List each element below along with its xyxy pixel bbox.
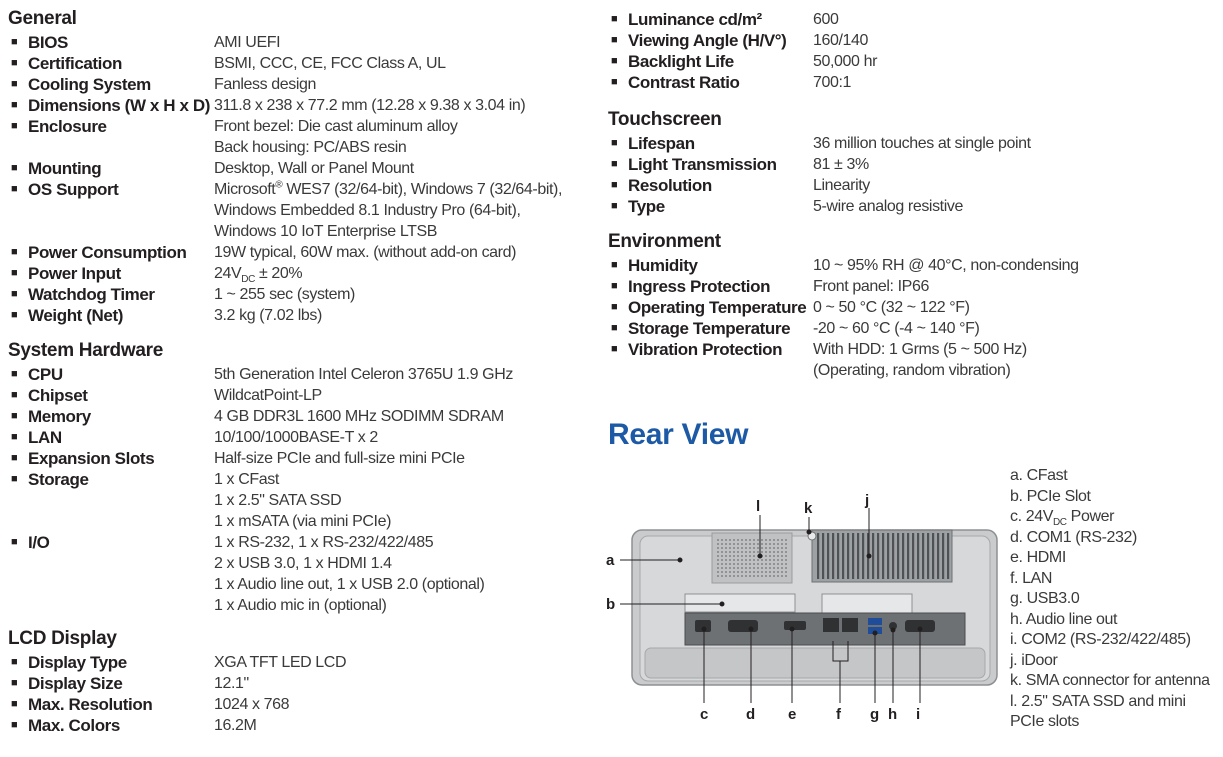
- square-bullet-icon: ■: [11, 473, 18, 485]
- section-lcd-display-continued: [608, 9, 1218, 93]
- spec-row: [8, 532, 598, 616]
- spec-values: [214, 32, 598, 53]
- spec-row: [8, 95, 598, 116]
- spec-label: Type: [628, 197, 665, 216]
- spec-list-system-hardware: [8, 364, 598, 616]
- spec-values: [214, 158, 598, 179]
- spec-row: [8, 74, 598, 95]
- square-bullet-icon: ■: [11, 410, 18, 422]
- spec-label: Enclosure: [28, 117, 107, 136]
- spec-value: 1 x Audio line out, 1 x USB 2.0 (optional): [214, 576, 485, 593]
- legend-item: PCIe slots: [1010, 713, 1079, 730]
- spec-row: [8, 715, 598, 736]
- spec-value: 1024 x 768: [214, 696, 290, 713]
- legend-item: i. COM2 (RS-232/422/485): [1010, 631, 1191, 648]
- section-environment: [608, 229, 1218, 381]
- square-bullet-icon: ■: [11, 698, 18, 710]
- square-bullet-icon: ■: [11, 677, 18, 689]
- spec-value: 600: [813, 11, 839, 28]
- spec-label: Cooling System: [28, 75, 151, 94]
- spec-value: 4 GB DDR3L 1600 MHz SODIMM SDRAM: [214, 408, 504, 425]
- spec-list-environment: [608, 255, 1218, 381]
- spec-value: $24V_{DC} \pm 20\%$: [214, 265, 303, 286]
- spec-values: [214, 448, 598, 469]
- spec-values: [214, 116, 598, 158]
- square-bullet-icon: ■: [11, 536, 18, 548]
- square-bullet-icon: ■: [11, 78, 18, 90]
- spec-row: [608, 133, 1218, 154]
- spec-values: [813, 196, 1218, 217]
- square-bullet-icon: ■: [11, 288, 18, 300]
- spec-row: [8, 32, 598, 53]
- spec-list-lcd-display-continued: [608, 9, 1218, 93]
- spec-row: [8, 673, 598, 694]
- legend-item: f. LAN: [1010, 569, 1053, 587]
- spec-label: Expansion Slots: [28, 449, 155, 468]
- section-title-touchscreen: Touchscreen: [608, 109, 722, 130]
- ssd-vent-panel: [712, 533, 792, 583]
- callout-b: b: [606, 596, 616, 613]
- spec-row: [608, 339, 1218, 381]
- spec-values: [813, 339, 1218, 381]
- spec-row: [608, 196, 1218, 217]
- square-bullet-icon: ■: [11, 452, 18, 464]
- spec-row: [8, 179, 598, 242]
- callout-l: l: [756, 498, 761, 515]
- spec-row: [8, 305, 598, 326]
- spec-value: Front panel: IP66: [813, 278, 929, 295]
- square-bullet-icon: ■: [11, 267, 18, 279]
- spec-label: Display Type: [28, 653, 127, 672]
- spec-values: [813, 175, 1218, 196]
- square-bullet-icon: ■: [611, 322, 618, 334]
- spec-label: Max. Resolution: [28, 695, 153, 714]
- square-bullet-icon: ■: [611, 34, 618, 46]
- spec-row: [608, 297, 1218, 318]
- legend-item: k. SMA connector for antenna: [1010, 672, 1210, 689]
- spec-label: Viewing Angle (H/V°): [628, 31, 787, 50]
- spec-row: [8, 116, 598, 158]
- spec-values: [214, 385, 598, 406]
- spec-label: Display Size: [28, 674, 123, 693]
- spec-list-general: [8, 32, 598, 326]
- spec-label: Certification: [28, 54, 122, 73]
- spec-label: Mounting: [28, 159, 102, 178]
- spec-label: Max. Colors: [28, 716, 120, 735]
- spec-row: [8, 364, 598, 385]
- spec-value: Windows 10 IoT Enterprise LTSB: [214, 223, 438, 240]
- section-general: [8, 6, 598, 326]
- rear-view-legend: [1010, 466, 1210, 733]
- spec-list-touchscreen: [608, 133, 1218, 217]
- spec-label: LAN: [28, 428, 62, 447]
- square-bullet-icon: ■: [11, 368, 18, 380]
- spec-values: [813, 9, 1218, 30]
- square-bullet-icon: ■: [11, 120, 18, 132]
- square-bullet-icon: ■: [11, 99, 18, 111]
- spec-row: [608, 255, 1218, 276]
- square-bullet-icon: ■: [611, 259, 618, 271]
- spec-value: BSMI, CCC, CE, FCC Class A, UL: [214, 55, 446, 72]
- section-title-general: General: [8, 8, 77, 29]
- left-column: [8, 0, 598, 736]
- spec-value: Fanless design: [214, 76, 317, 93]
- com1-port: [728, 620, 758, 632]
- spec-values: [813, 318, 1218, 339]
- spec-value: Windows Embedded 8.1 Industry Pro (64-bit),: [214, 202, 521, 219]
- spec-row: [8, 694, 598, 715]
- lan-port-2: [842, 618, 858, 632]
- callout-a: a: [606, 552, 615, 569]
- spec-values: [214, 364, 598, 385]
- spec-values: [813, 51, 1218, 72]
- spec-row: [608, 154, 1218, 175]
- legend-item: d. COM1 (RS-232): [1010, 528, 1137, 546]
- spec-row: [608, 72, 1218, 93]
- spec-label: CPU: [28, 365, 63, 384]
- callout-g: g: [870, 706, 880, 723]
- spec-value: -20 ~ 60 °C (-4 ~ 140 °F): [813, 320, 980, 337]
- spec-values: [214, 95, 598, 116]
- spec-row: [8, 242, 598, 263]
- spec-values: [214, 179, 598, 242]
- spec-label: Luminance cd/m²: [628, 10, 762, 29]
- spec-label: Power Input: [28, 264, 121, 283]
- square-bullet-icon: ■: [611, 280, 618, 292]
- spec-values: [813, 30, 1218, 51]
- spec-label: Vibration Protection: [628, 340, 783, 359]
- legend-item: e. HDMI: [1010, 549, 1066, 566]
- rear-view-diagram: [600, 488, 1005, 733]
- spec-label: Memory: [28, 407, 91, 426]
- square-bullet-icon: ■: [611, 158, 618, 170]
- callout-d: d: [746, 706, 756, 723]
- square-bullet-icon: ■: [11, 656, 18, 668]
- spec-label: Storage: [28, 470, 89, 489]
- section-title-lcd-display: LCD Display: [8, 628, 117, 649]
- square-bullet-icon: ■: [11, 431, 18, 443]
- spec-values: [214, 284, 598, 305]
- spec-value: 19W typical, 60W max. (without add-on card): [214, 244, 517, 261]
- spec-row: [608, 175, 1218, 196]
- spec-value: Desktop, Wall or Panel Mount: [214, 160, 414, 177]
- spec-value: 160/140: [813, 32, 869, 49]
- square-bullet-icon: ■: [11, 246, 18, 258]
- section-title-system-hardware: System Hardware: [8, 340, 163, 361]
- spec-values: [813, 154, 1218, 175]
- spec-values: [214, 652, 598, 673]
- spec-values: [214, 53, 598, 74]
- spec-values: [214, 673, 598, 694]
- spec-value: 311.8 x 238 x 77.2 mm (12.28 x 9.38 x 3.04 in): [214, 97, 526, 114]
- spec-row: [8, 652, 598, 673]
- spec-row: [8, 53, 598, 74]
- spec-row: [608, 9, 1218, 30]
- spec-value: 50,000 hr: [813, 53, 878, 70]
- spec-value: Linearity: [813, 177, 870, 194]
- right-column: [608, 0, 1218, 381]
- spec-label: Watchdog Timer: [28, 285, 155, 304]
- spec-row: [608, 318, 1218, 339]
- spec-value: 5-wire analog resistive: [813, 198, 963, 215]
- square-bullet-icon: ■: [11, 183, 18, 195]
- pcie-slot-plate: [685, 594, 795, 612]
- spec-row: [608, 276, 1218, 297]
- legend-item: b. PCIe Slot: [1010, 487, 1091, 505]
- section-system-hardware: [8, 338, 598, 616]
- spec-value: Back housing: PC/ABS resin: [214, 139, 407, 156]
- spec-value: 3.2 kg (7.02 lbs): [214, 307, 322, 324]
- spec-values: [214, 715, 598, 736]
- spec-row: [8, 406, 598, 427]
- callout-j: j: [865, 492, 870, 509]
- legend-item: g. USB3.0: [1010, 590, 1080, 607]
- spec-label: OS Support: [28, 180, 119, 199]
- spec-label: Power Consumption: [28, 243, 187, 262]
- spec-value: Half-size PCIe and full-size mini PCIe: [214, 450, 465, 467]
- spec-values: [813, 133, 1218, 154]
- square-bullet-icon: ■: [11, 162, 18, 174]
- square-bullet-icon: ■: [11, 719, 18, 731]
- spec-value: 1 x Audio mic in (optional): [214, 597, 387, 614]
- legend-item: j. iDoor: [1010, 651, 1058, 669]
- spec-label: Backlight Life: [628, 52, 734, 71]
- spec-row: [608, 51, 1218, 72]
- callout-c: c: [700, 706, 709, 723]
- callout-f: f: [836, 706, 841, 723]
- spec-values: [214, 305, 598, 326]
- spec-values: [813, 297, 1218, 318]
- spec-values: [813, 255, 1218, 276]
- spec-row: [8, 385, 598, 406]
- callout-i: i: [916, 706, 921, 723]
- spec-label: Storage Temperature: [628, 319, 791, 338]
- callout-h: h: [888, 706, 898, 723]
- square-bullet-icon: ■: [611, 76, 618, 88]
- square-bullet-icon: ■: [611, 343, 618, 355]
- spec-value: 1 x 2.5" SATA SSD: [214, 492, 342, 509]
- spec-label: BIOS: [28, 33, 68, 52]
- spec-value: 0 ~ 50 °C (32 ~ 122 °F): [813, 299, 970, 316]
- spec-value: 12.1": [214, 675, 249, 692]
- spec-value: 5th Generation Intel Celeron 3765U 1.9 GHz: [214, 366, 513, 383]
- square-bullet-icon: ■: [611, 301, 618, 313]
- lower-shelf: [645, 648, 985, 678]
- spec-value: 36 million touches at single point: [813, 135, 1031, 152]
- spec-value: AMI UEFI: [214, 34, 281, 51]
- spec-value: 700:1: [813, 74, 852, 91]
- spec-value: Microsoft® WES7 (32/64-bit), Windows 7 (32/64-bit),: [214, 179, 562, 198]
- legend-item: a. CFast: [1010, 467, 1068, 484]
- spec-label: Humidity: [628, 256, 698, 275]
- spec-row: [8, 448, 598, 469]
- spec-list-lcd-display: [8, 652, 598, 736]
- square-bullet-icon: ■: [11, 309, 18, 321]
- legend-item: h. Audio line out: [1010, 610, 1118, 628]
- spec-value: (Operating, random vibration): [813, 362, 1011, 379]
- spec-values: [214, 532, 598, 616]
- spec-row: [8, 427, 598, 448]
- spec-values: [214, 242, 598, 263]
- legend-item: c. $24V_{DC}$ Power: [1010, 508, 1115, 529]
- spec-label: Lifespan: [628, 134, 695, 153]
- square-bullet-icon: ■: [611, 137, 618, 149]
- spec-row: [8, 263, 598, 284]
- usb-port-1: [868, 618, 882, 625]
- callout-k: k: [804, 500, 813, 517]
- square-bullet-icon: ■: [611, 55, 618, 67]
- spec-value: 10 ~ 95% RH @ 40°C, non-condensing: [813, 257, 1079, 274]
- spec-value: 1 x CFast: [214, 471, 279, 488]
- spec-row: [8, 158, 598, 179]
- square-bullet-icon: ■: [611, 200, 618, 212]
- spec-value: 1 x RS-232, 1 x RS-232/422/485: [214, 534, 434, 551]
- spec-values: [813, 72, 1218, 93]
- spec-value: Front bezel: Die cast aluminum alloy: [214, 118, 458, 135]
- spec-value: 81 ± 3%: [813, 156, 869, 173]
- spec-label: Operating Temperature: [628, 298, 807, 317]
- section-touchscreen: [608, 107, 1218, 217]
- spec-value: 1 x mSATA (via mini PCIe): [214, 513, 392, 530]
- spec-value: 16.2M: [214, 717, 257, 734]
- spec-values: [813, 276, 1218, 297]
- spec-values: [214, 427, 598, 448]
- spec-values: [214, 406, 598, 427]
- spec-label: Light Transmission: [628, 155, 777, 174]
- rear-view-title: Rear View: [608, 418, 749, 451]
- spec-row: [8, 469, 598, 532]
- spec-label: Chipset: [28, 386, 88, 405]
- spec-values: [214, 694, 598, 715]
- square-bullet-icon: ■: [11, 389, 18, 401]
- legend-item: l. 2.5" SATA SSD and mini: [1010, 692, 1186, 710]
- lan-port-1: [823, 618, 839, 632]
- spec-values: [214, 263, 598, 284]
- callout-e: e: [788, 706, 797, 723]
- spec-label: Dimensions (W x H x D): [28, 96, 211, 115]
- spec-value: 2 x USB 3.0, 1 x HDMI 1.4: [214, 555, 392, 572]
- section-title-environment: Environment: [608, 231, 721, 252]
- spec-values: [214, 74, 598, 95]
- section-lcd-display: [8, 626, 598, 736]
- square-bullet-icon: ■: [11, 36, 18, 48]
- spec-value: XGA TFT LED LCD: [214, 654, 347, 671]
- square-bullet-icon: ■: [611, 13, 618, 25]
- spec-value: 1 ~ 255 sec (system): [214, 286, 355, 303]
- spec-label: Resolution: [628, 176, 712, 195]
- spec-row: [8, 284, 598, 305]
- spec-value: With HDD: 1 Grms (5 ~ 500 Hz): [813, 341, 1027, 358]
- spec-value: WildcatPoint-LP: [214, 387, 322, 404]
- spec-label: Weight (Net): [28, 306, 123, 325]
- spec-values: [214, 469, 598, 532]
- spec-value: 10/100/1000BASE-T x 2: [214, 429, 378, 446]
- spec-label: Ingress Protection: [628, 277, 771, 296]
- square-bullet-icon: ■: [611, 179, 618, 191]
- spec-label: I/O: [28, 533, 50, 552]
- square-bullet-icon: ■: [11, 57, 18, 69]
- spec-label: Contrast Ratio: [628, 73, 740, 92]
- hdmi-port: [784, 621, 806, 630]
- spec-row: [608, 30, 1218, 51]
